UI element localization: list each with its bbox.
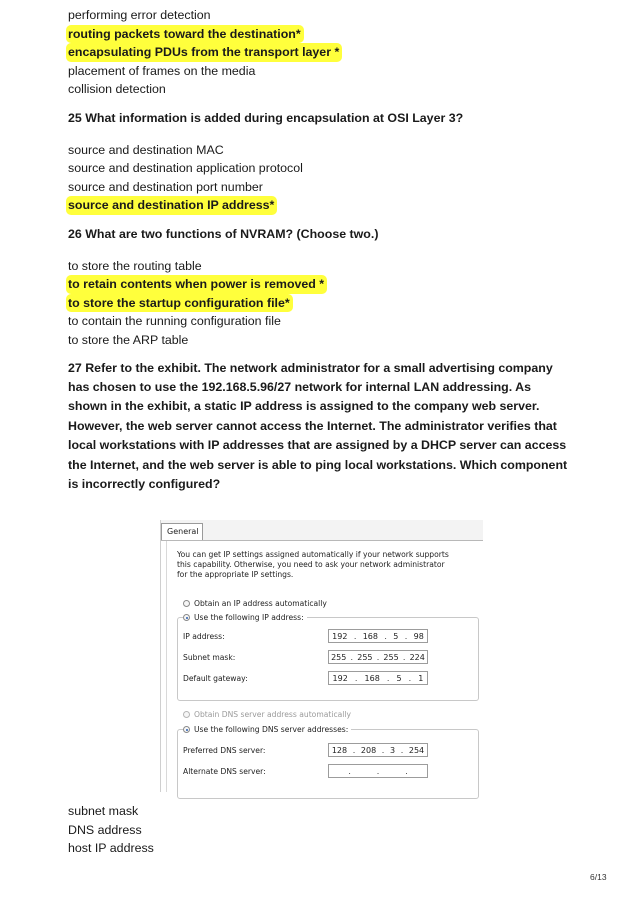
radio-label: Obtain an IP address automatically: [194, 599, 327, 608]
ip-address-label: IP address:: [183, 631, 225, 641]
answer-option: [68, 25, 568, 44]
octet: 224: [409, 652, 425, 662]
octet: 255: [383, 652, 399, 662]
subnet-mask-input[interactable]: [328, 650, 428, 664]
octet: 98: [413, 631, 424, 641]
answer-option: [68, 257, 568, 276]
answer-text: collision detection: [68, 82, 166, 97]
radio-use-static-dns[interactable]: [183, 725, 351, 734]
question-line: However, the web server cannot access the Internet. The administrator verifies that: [68, 418, 557, 433]
alternate-dns-label: Alternate DNS server:: [183, 766, 266, 776]
octet-dot: .: [381, 745, 385, 755]
radio-obtain-dns-auto[interactable]: [183, 710, 351, 719]
octet: 1: [418, 673, 424, 683]
question-26: 26 What are two functions of NVRAM? (Choose two.): [68, 226, 379, 241]
octet-dot: .: [405, 766, 408, 776]
octet-dot: .: [353, 631, 357, 641]
octet-dot: .: [384, 631, 387, 641]
description-line: this capability. Otherwise, you need to ask your network administrator: [177, 560, 445, 570]
answer-text: subnet mask: [68, 804, 139, 818]
correct-answer-highlight: source and destination IP address*: [66, 196, 277, 215]
answer-option: [68, 196, 568, 215]
octet: 5: [396, 673, 402, 683]
answer-option: [68, 141, 568, 160]
answer-option: [68, 80, 568, 99]
q25-options: [68, 141, 568, 215]
question-27: [68, 359, 568, 495]
answer-text: source and destination application protocol: [68, 161, 303, 176]
octet: 128: [331, 745, 348, 755]
correct-answer-highlight: to store the startup configuration file*: [66, 294, 293, 313]
radio-label: Use the following DNS server addresses:: [194, 725, 349, 734]
radio-off-icon: [183, 600, 190, 607]
answer-text: performing error detection: [68, 8, 211, 22]
page-number: 6/13: [590, 872, 607, 882]
octet-dot: .: [408, 673, 412, 683]
octet: 168: [364, 673, 380, 683]
page-content: [68, 6, 568, 504]
octet-dot: .: [354, 673, 358, 683]
radio-obtain-ip-auto[interactable]: [183, 599, 327, 608]
default-gateway-label: Default gateway:: [183, 673, 248, 683]
preferred-dns-row: [183, 743, 428, 757]
question-line: is incorrectly configured?: [68, 476, 221, 491]
answer-option: [68, 62, 568, 81]
answer-option: [68, 802, 154, 821]
question-line: local workstations with IP addresses that are assigned by a DHCP server can access: [68, 438, 567, 453]
octet: 168: [362, 631, 378, 641]
correct-answer-highlight: to retain contents when power is removed *: [66, 275, 327, 294]
octet-dot: .: [352, 745, 356, 755]
subnet-mask-label: Subnet mask:: [183, 652, 236, 662]
answer-text: placement of frames on the media: [68, 63, 256, 78]
radio-label: Obtain DNS server address automatically: [194, 710, 351, 719]
question-line: the Internet, and the web server is able to ping local workstations. Which component: [68, 457, 568, 472]
octet: 255: [357, 652, 373, 662]
radio-off-icon: [183, 711, 190, 718]
answer-text: to contain the running configuration file: [68, 314, 281, 329]
octet: 192: [332, 631, 348, 641]
octet-dot: .: [386, 673, 390, 683]
answer-text: to store the ARP table: [68, 332, 189, 347]
octet: 208: [360, 745, 377, 755]
preferred-dns-label: Preferred DNS server:: [183, 745, 266, 755]
question-line: has chosen to use the 192.168.5.96/27 network for internal LAN addressing. As: [68, 379, 531, 394]
radio-on-icon: [183, 614, 190, 621]
correct-answer-highlight: encapsulating PDUs from the transport layer *: [66, 43, 342, 62]
exhibit-ip-settings-dialog: [160, 520, 483, 792]
alternate-dns-row: [183, 764, 428, 778]
octet: 255: [331, 652, 347, 662]
ip-address-row: [183, 629, 428, 643]
answer-option: [68, 159, 568, 178]
octet: 192: [332, 673, 348, 683]
answer-option: [68, 178, 568, 197]
answer-text: source and destination port number: [68, 179, 263, 194]
octet-dot: .: [376, 652, 380, 662]
answer-option: [68, 839, 154, 858]
answer-option: [68, 294, 568, 313]
octet: 254: [408, 745, 425, 755]
q24-options: [68, 6, 568, 99]
q27-options: [68, 802, 154, 858]
tab-general[interactable]: General: [161, 523, 203, 540]
answer-text: to store the routing table: [68, 258, 202, 273]
answer-text: source and destination MAC: [68, 142, 224, 157]
answer-option: [68, 331, 568, 350]
q26-options: [68, 257, 568, 350]
radio-on-icon: [183, 726, 190, 733]
preferred-dns-input[interactable]: [328, 743, 428, 757]
octet-dot: .: [376, 766, 380, 776]
description-line: for the appropriate IP settings.: [177, 570, 294, 580]
answer-option: [68, 6, 568, 25]
subnet-mask-row: [183, 650, 428, 664]
radio-label: Use the following IP address:: [194, 613, 304, 622]
question-line: shown in the exhibit, a static IP address is assigned to the company web server.: [68, 399, 540, 414]
octet-dot: .: [402, 652, 406, 662]
question-25: 25 What information is added during encapsulation at OSI Layer 3?: [68, 110, 464, 125]
default-gateway-input[interactable]: [328, 671, 428, 685]
dialog-description: [177, 550, 467, 581]
ip-address-input[interactable]: [328, 629, 428, 643]
octet-dot: .: [350, 652, 354, 662]
octet-dot: .: [400, 745, 404, 755]
octet: 3: [389, 745, 396, 755]
answer-text: host IP address: [68, 841, 154, 856]
description-line: You can get IP settings assigned automatically if your network supports: [177, 550, 449, 559]
answer-option: [68, 821, 154, 840]
answer-text: DNS address: [68, 822, 142, 837]
radio-use-static-ip[interactable]: [183, 613, 307, 622]
octet-dot: .: [404, 631, 408, 641]
octet-dot: .: [348, 766, 351, 776]
dialog-tab-strip: [161, 520, 483, 541]
alternate-dns-input[interactable]: [328, 764, 428, 778]
question-line: 27 Refer to the exhibit. The network administrator for a small advertising company: [68, 360, 553, 375]
dialog-body: [166, 541, 483, 792]
correct-answer-highlight: routing packets toward the destination*: [66, 25, 304, 44]
answer-option: [68, 43, 568, 62]
octet: 5: [393, 631, 399, 641]
default-gateway-row: [183, 671, 428, 685]
answer-option: [68, 312, 568, 331]
answer-option: [68, 275, 568, 294]
